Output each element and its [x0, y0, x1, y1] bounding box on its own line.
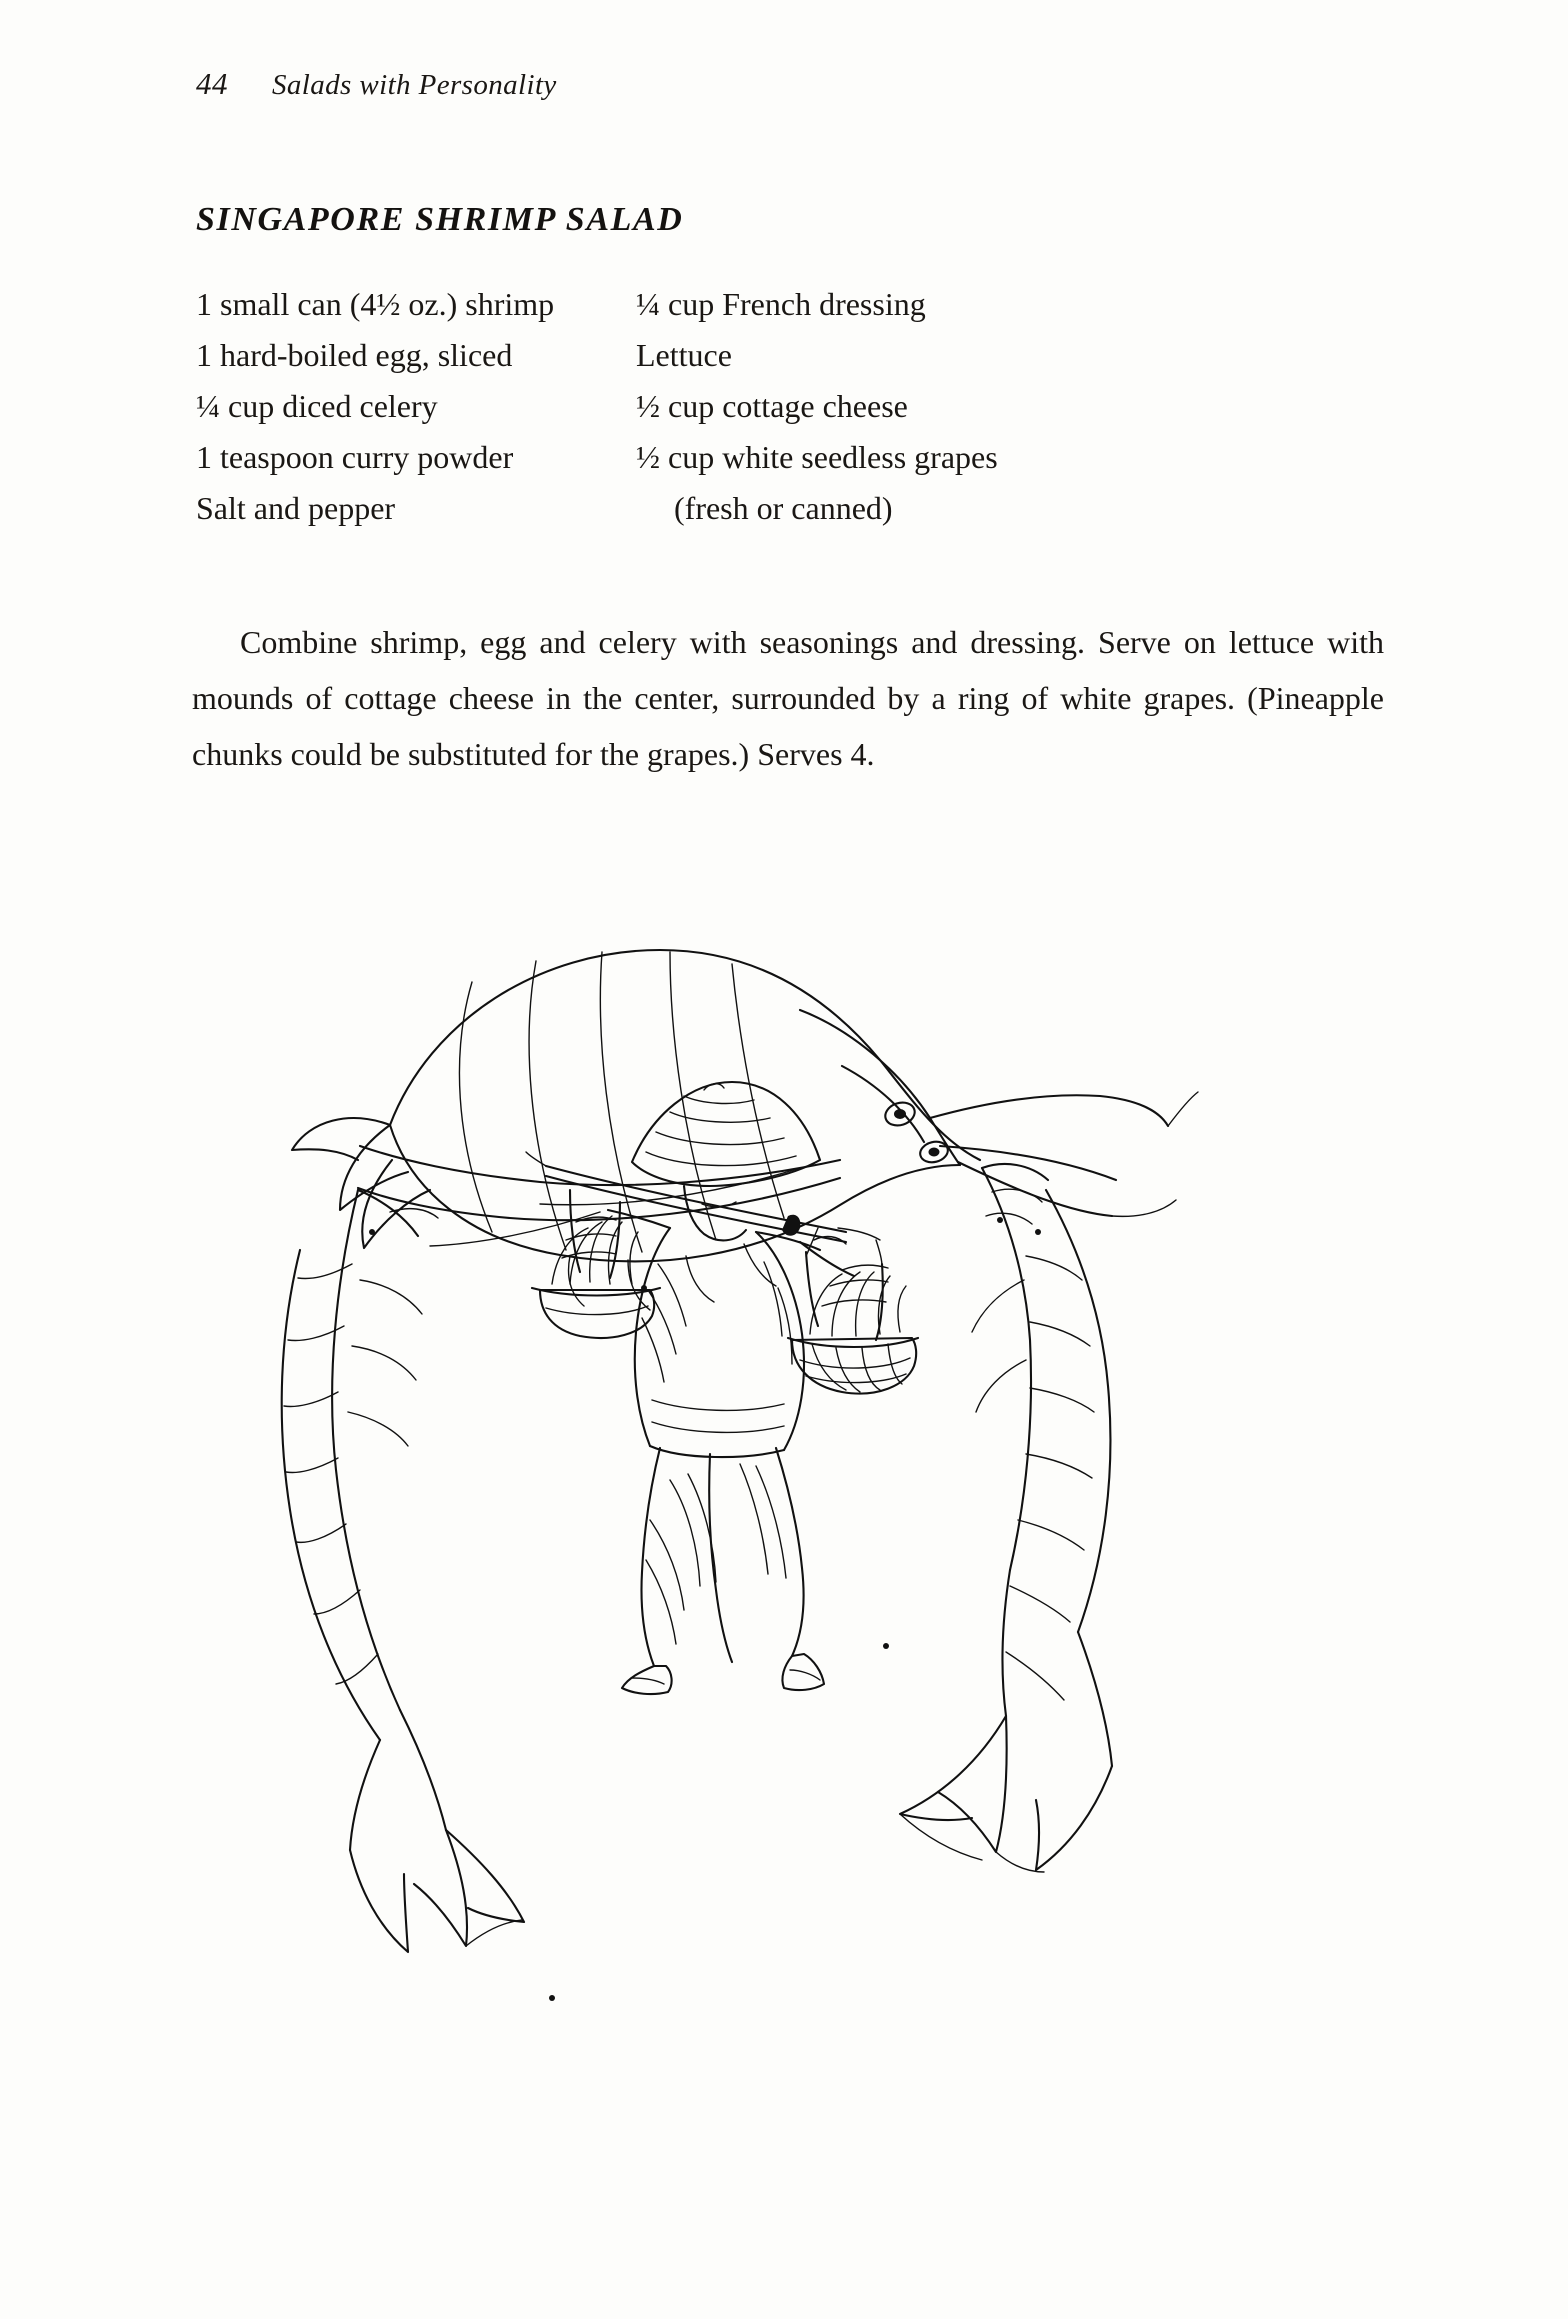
- ingredient-column-right: [636, 279, 1276, 534]
- ingredient-item: ¼ cup French dressing: [636, 286, 926, 322]
- page-number: 44: [196, 66, 228, 101]
- ingredient-list: [196, 279, 1386, 534]
- running-head: [196, 66, 557, 102]
- ingredient-item: 1 small can (4½ oz.) shrimp: [196, 286, 555, 322]
- ingredient-item: (fresh or canned): [674, 490, 893, 526]
- method-paragraph: Combine shrimp, egg and celery with seasonings and dressing. Serve on lettuce with mounds of cottage cheese in the center, surrounded by a ring of white grapes. (Pineapple chunks could be substituted for the grapes.) Serves 4.: [192, 624, 1384, 772]
- left-shrimp-icon: [282, 1190, 524, 1952]
- recipe-title: SINGAPORE SHRIMP SALAD: [196, 200, 684, 238]
- ingredient-item: Lettuce: [636, 337, 732, 373]
- street-vendor-figure-icon: [526, 1082, 918, 1694]
- right-shrimp-icon: [900, 1164, 1112, 1872]
- ingredient-item: 1 hard-boiled egg, sliced: [196, 337, 513, 373]
- shrimp-vendor-illustration: [240, 860, 1320, 2260]
- ingredient-item: ¼ cup diced celery: [196, 388, 438, 424]
- ingredient-item: Salt and pepper: [196, 490, 396, 526]
- running-head-title: Salads with Personality: [272, 69, 557, 101]
- ingredient-item: 1 teaspoon curry powder: [196, 439, 514, 475]
- ingredient-item: ½ cup cottage cheese: [636, 388, 908, 424]
- ingredient-column-left: [196, 279, 636, 534]
- ingredient-item: ½ cup white seedless grapes: [636, 439, 998, 475]
- top-shrimp-icon: [292, 950, 1198, 1310]
